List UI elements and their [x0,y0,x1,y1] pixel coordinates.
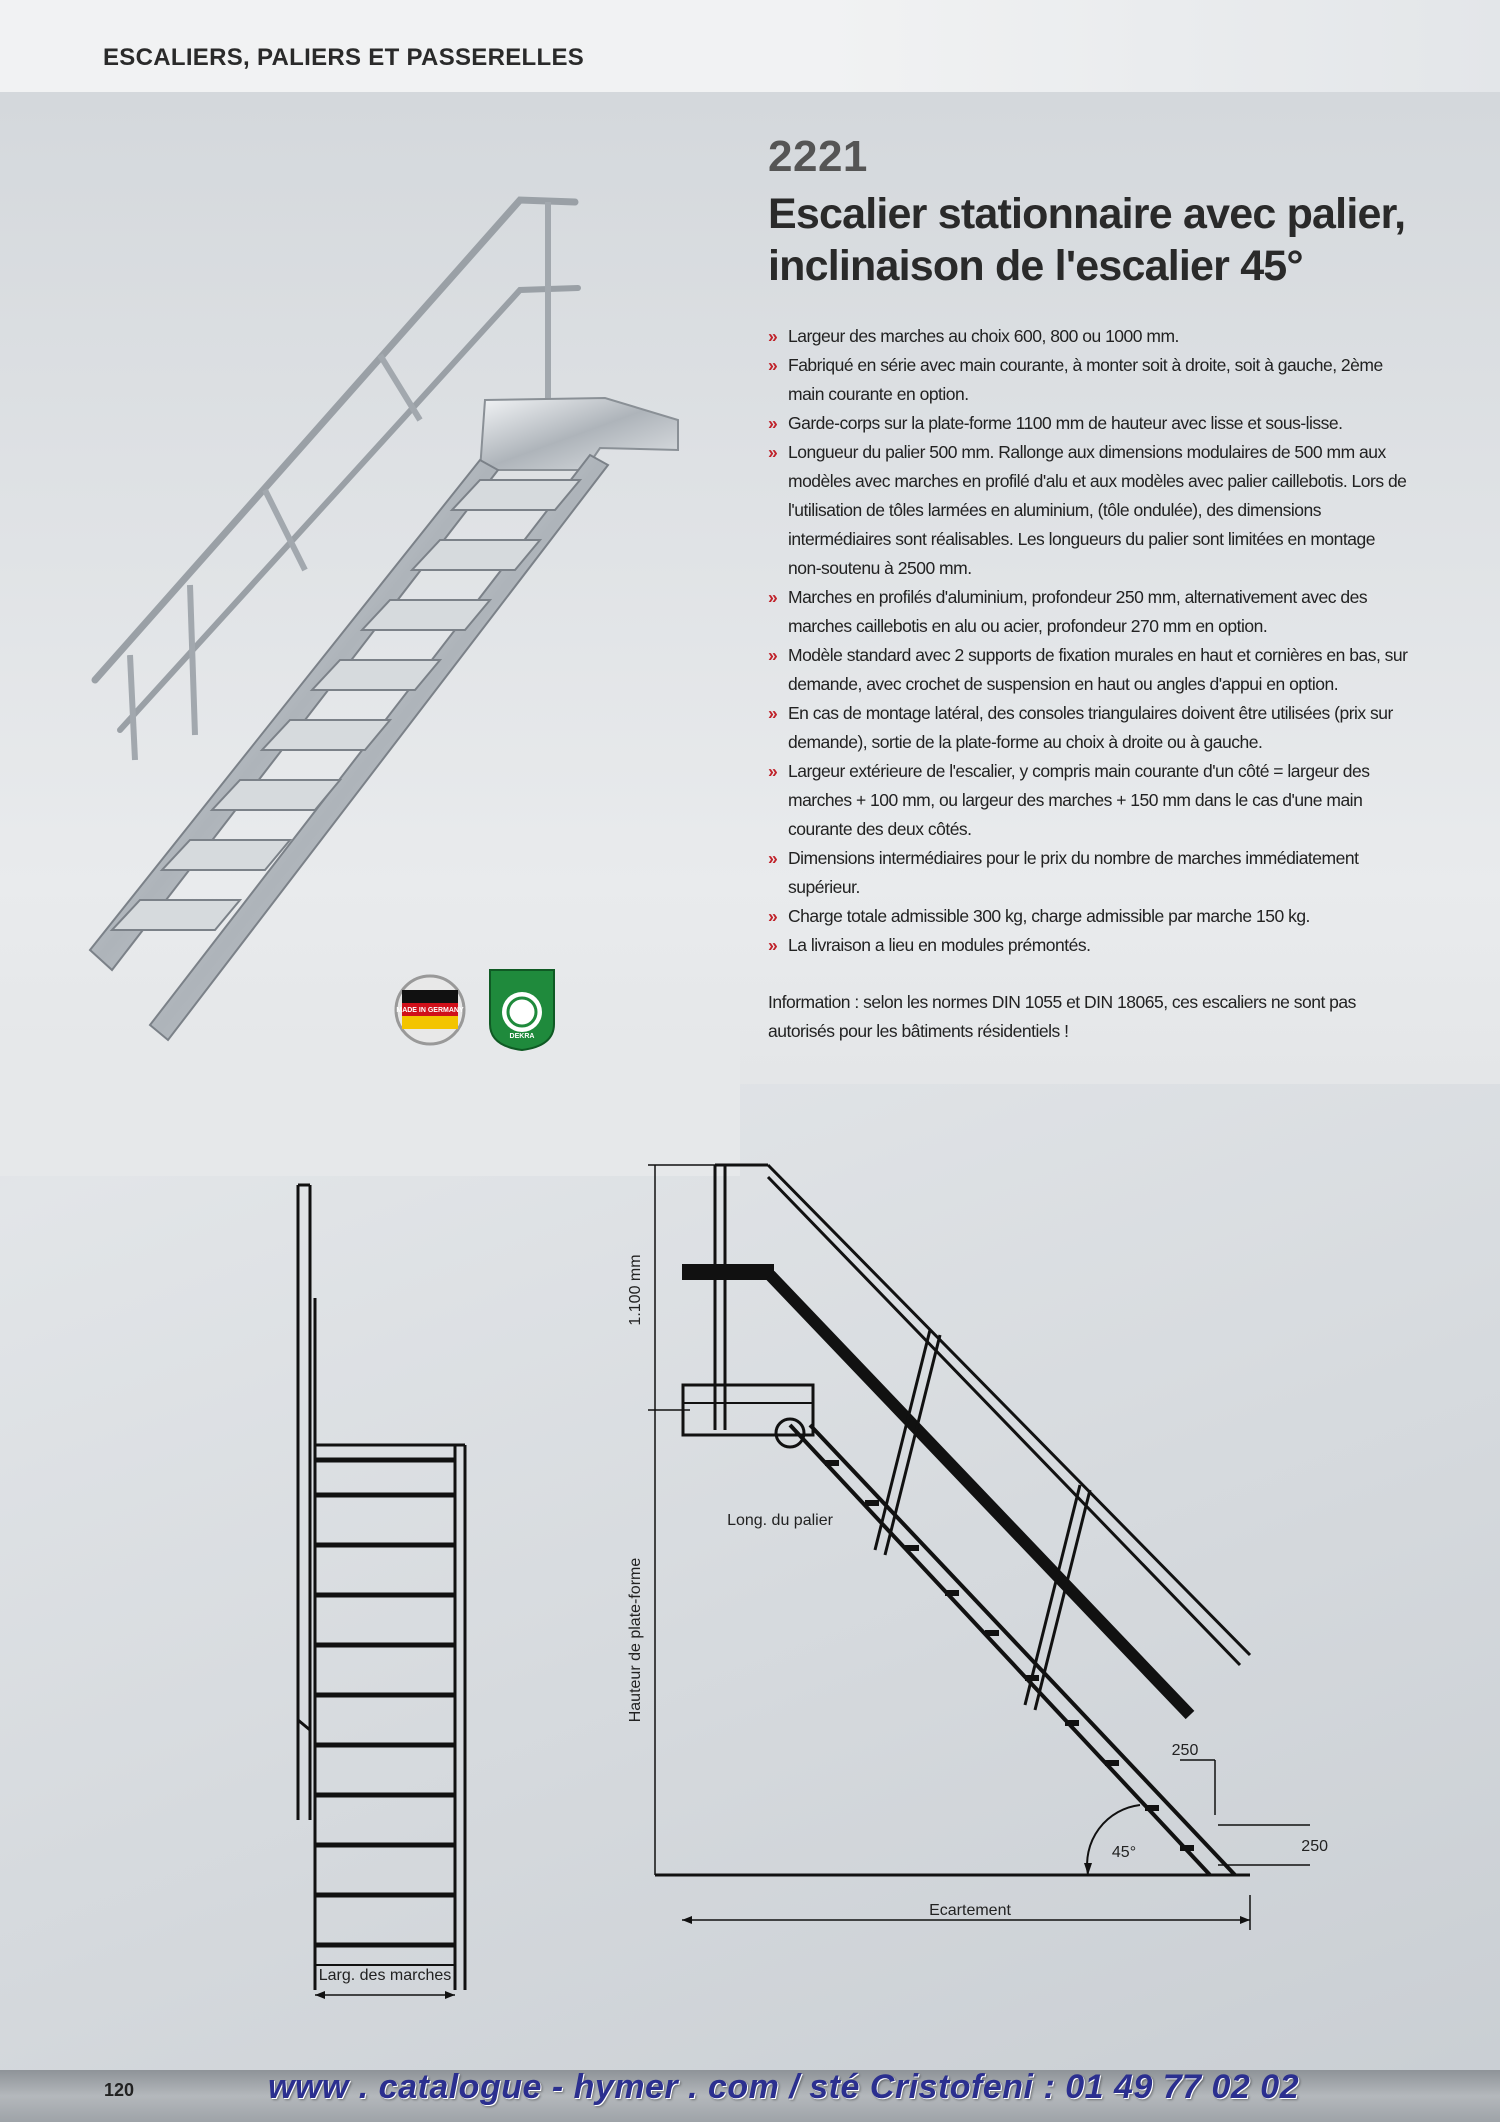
feature-item: » Largeur des marches au choix 600, 800 ou 1000 mm. [768,322,1408,351]
footer-website-link[interactable]: www . catalogue - hymer . com / sté Cristofeni : 01 49 77 02 02 [268,2068,1300,2106]
dekra-badge [486,964,558,1052]
front-width-label: Larg. des marches [318,1967,452,1984]
step-rise-label: 250 [1301,1838,1328,1855]
bullet-icon: » [768,442,778,462]
bullet-icon: » [768,587,778,607]
feature-item: » Charge totale admissible 300 kg, charge admissible par marche 150 kg. [768,902,1408,931]
feature-item: » Longueur du palier 500 mm. Rallonge aux dimensions modulaires de 500 mm aux modèles avec marches en profilé d'alu et aux modèles avec palier caillebotis. Lors de l'utilisation de tôles larmées en aluminium, (tôle ondulée), des dimensions intermédiaires sont réalisables. Les longueurs du palier sont limitées en montage non-soutenu à 2500 mm. [768,438,1408,583]
platform-height-label: Hauteur de plate-forme [627,1557,644,1723]
stair-product-image [0,180,740,1060]
bullet-icon: » [768,355,778,375]
bullet-icon: » [768,413,778,433]
bullet-icon: » [768,326,778,346]
feature-item: » La livraison a lieu en modules prémontés. [768,931,1408,960]
landing-length-label: Long. du palier [727,1512,833,1529]
bullet-icon: » [768,645,778,665]
feature-item: » Marches en profilés d'aluminium, profondeur 250 mm, alternativement avec des marches caillebotis en alu ou acier, profondeur 270 mm en option. [768,583,1408,641]
feature-item: » Modèle standard avec 2 supports de fixation murales en haut et cornières en bas, sur demande, avec crochet de suspension en haut ou angles d'appui en option. [768,641,1408,699]
feature-item: » Fabriqué en série avec main courante, à monter soit à droite, soit à gauche, 2ème main courante en option. [768,351,1408,409]
bullet-icon: » [768,906,778,926]
product-number: 2221 [768,132,868,181]
guardrail-height-label: 1.100 mm [627,1254,644,1326]
product-title-line1: Escalier stationnaire avec palier, [768,190,1406,238]
bullet-icon: » [768,848,778,868]
bullet-icon: » [768,935,778,955]
made-in-germany-badge [392,972,468,1048]
page-number: 120 [104,2080,135,2100]
bullet-icon: » [768,703,778,723]
front-view-drawing [280,1170,500,2010]
product-title-line2: inclinaison de l'escalier 45° [768,242,1303,290]
feature-item: » Dimensions intermédiaires pour le prix du nombre de marches immédiatement supérieur. [768,844,1408,902]
made-in-label: MADE IN GERMANY [396,1007,464,1014]
product-title [768,188,1468,292]
header-band [0,0,1500,92]
spacing-label: Ecartement [929,1902,1011,1919]
info-note: Information : selon les normes DIN 1055 et DIN 18065, ces escaliers ne sont pas autorisés pour les bâtiments résidentiels ! [768,992,1356,1041]
step-depth-label: 250 [1171,1742,1199,1759]
feature-item: » Garde-corps sur la plate-forme 1100 mm de hauteur avec lisse et sous-lisse. [768,409,1408,438]
dekra-label: DEKRA [509,1033,535,1040]
side-view-drawing [610,1155,1330,1935]
features-list [768,322,1408,960]
bullet-icon: » [768,761,778,781]
feature-item: » En cas de montage latéral, des consoles triangulaires doivent être utilisées (prix sur demande), sortie de la plate-forme au choix à droite ou à gauche. [768,699,1408,757]
section-title: ESCALIERS, PALIERS ET PASSERELLES [103,44,585,71]
feature-item: » Largeur extérieure de l'escalier, y compris main courante d'un côté = largeur des marches + 100 mm, ou largeur des marches + 150 mm dans le cas d'une main courante des deux côtés. [768,757,1408,844]
angle-label: 45° [1111,1844,1137,1861]
